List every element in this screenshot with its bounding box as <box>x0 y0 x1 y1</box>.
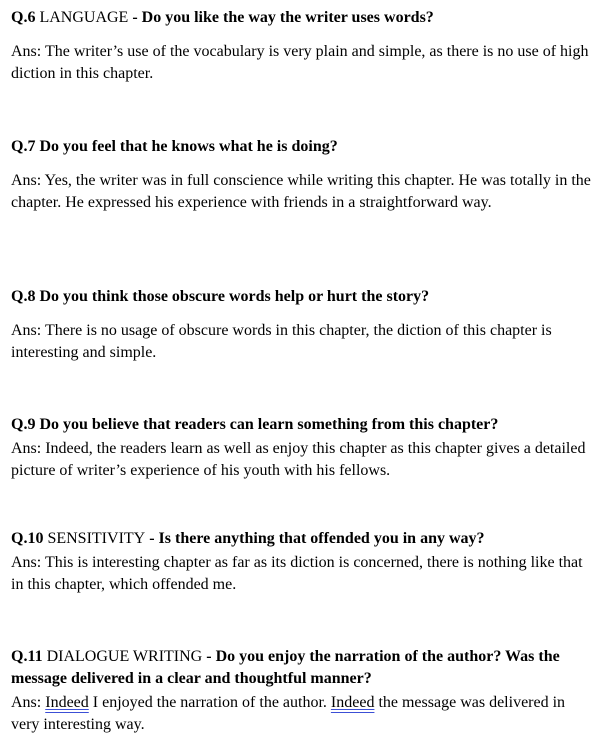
answer-8: Ans: There is no usage of obscure words in this chapter, the diction of this chapter is interesting and simple. <box>11 322 552 361</box>
answer-10: Ans: This is interesting chapter as far as its diction is concerned, there is nothing like that in this chapter, which offended me. <box>11 554 583 593</box>
question-7 <box>11 136 593 158</box>
question-tag: LANGUAGE <box>39 9 129 26</box>
spellcheck-word[interactable]: Indeed <box>330 694 375 711</box>
question-8 <box>11 286 593 308</box>
qa-block-8 <box>11 286 593 364</box>
question-text: - Is there anything that offended you in any way? <box>145 530 485 547</box>
answer-9: Ans: Indeed, the readers learn as well as enjoy this chapter as this chapter gives a detailed picture of writer’s experience of his youth with his fellows. <box>11 440 586 479</box>
answer-7: Ans: Yes, the writer was in full conscience while writing this chapter. He was totally in the chapter. He expressed his experience with friends in a straightforward way. <box>11 172 591 211</box>
question-text: Do you believe that readers can learn something from this chapter? <box>39 416 499 433</box>
question-11 <box>11 646 593 690</box>
question-text: Do you feel that he knows what he is doing? <box>39 138 338 155</box>
question-number: Q.11 <box>11 648 47 665</box>
qa-block-6 <box>11 7 593 85</box>
question-6 <box>11 7 593 29</box>
question-number: Q.6 <box>11 9 40 26</box>
question-number: Q.8 <box>11 288 40 305</box>
qa-block-7 <box>11 136 593 214</box>
question-number: Q.10 <box>11 530 48 547</box>
qa-block-10 <box>11 528 593 596</box>
question-number: Q.9 <box>11 416 40 433</box>
qa-block-9 <box>11 414 593 482</box>
question-number: Q.7 <box>11 138 40 155</box>
question-text: - Do you enjoy the narration of the author? Was the message delivered in a clear and thoughtful manner? <box>11 648 560 687</box>
question-9 <box>11 414 593 436</box>
answer-text: I enjoyed the narration of the author. <box>88 694 331 711</box>
question-10 <box>11 528 593 550</box>
question-tag: SENSITIVITY <box>47 530 146 547</box>
question-tag: DIALOGUE WRITING <box>46 648 203 665</box>
answer-6: Ans: The writer’s use of the vocabulary is very plain and simple, as there is no use of high diction in this chapter. <box>11 43 589 82</box>
question-text: Do you think those obscure words help or hurt the story? <box>39 288 430 305</box>
answer-lead: Ans: <box>11 694 46 711</box>
spellcheck-word[interactable]: Indeed <box>45 694 89 711</box>
answer-11 <box>11 692 593 736</box>
qa-block-11 <box>11 646 593 736</box>
question-text: - Do you like the way the writer uses words? <box>128 9 434 26</box>
answer-text: the message was delivered in very interesting way. <box>11 694 566 733</box>
